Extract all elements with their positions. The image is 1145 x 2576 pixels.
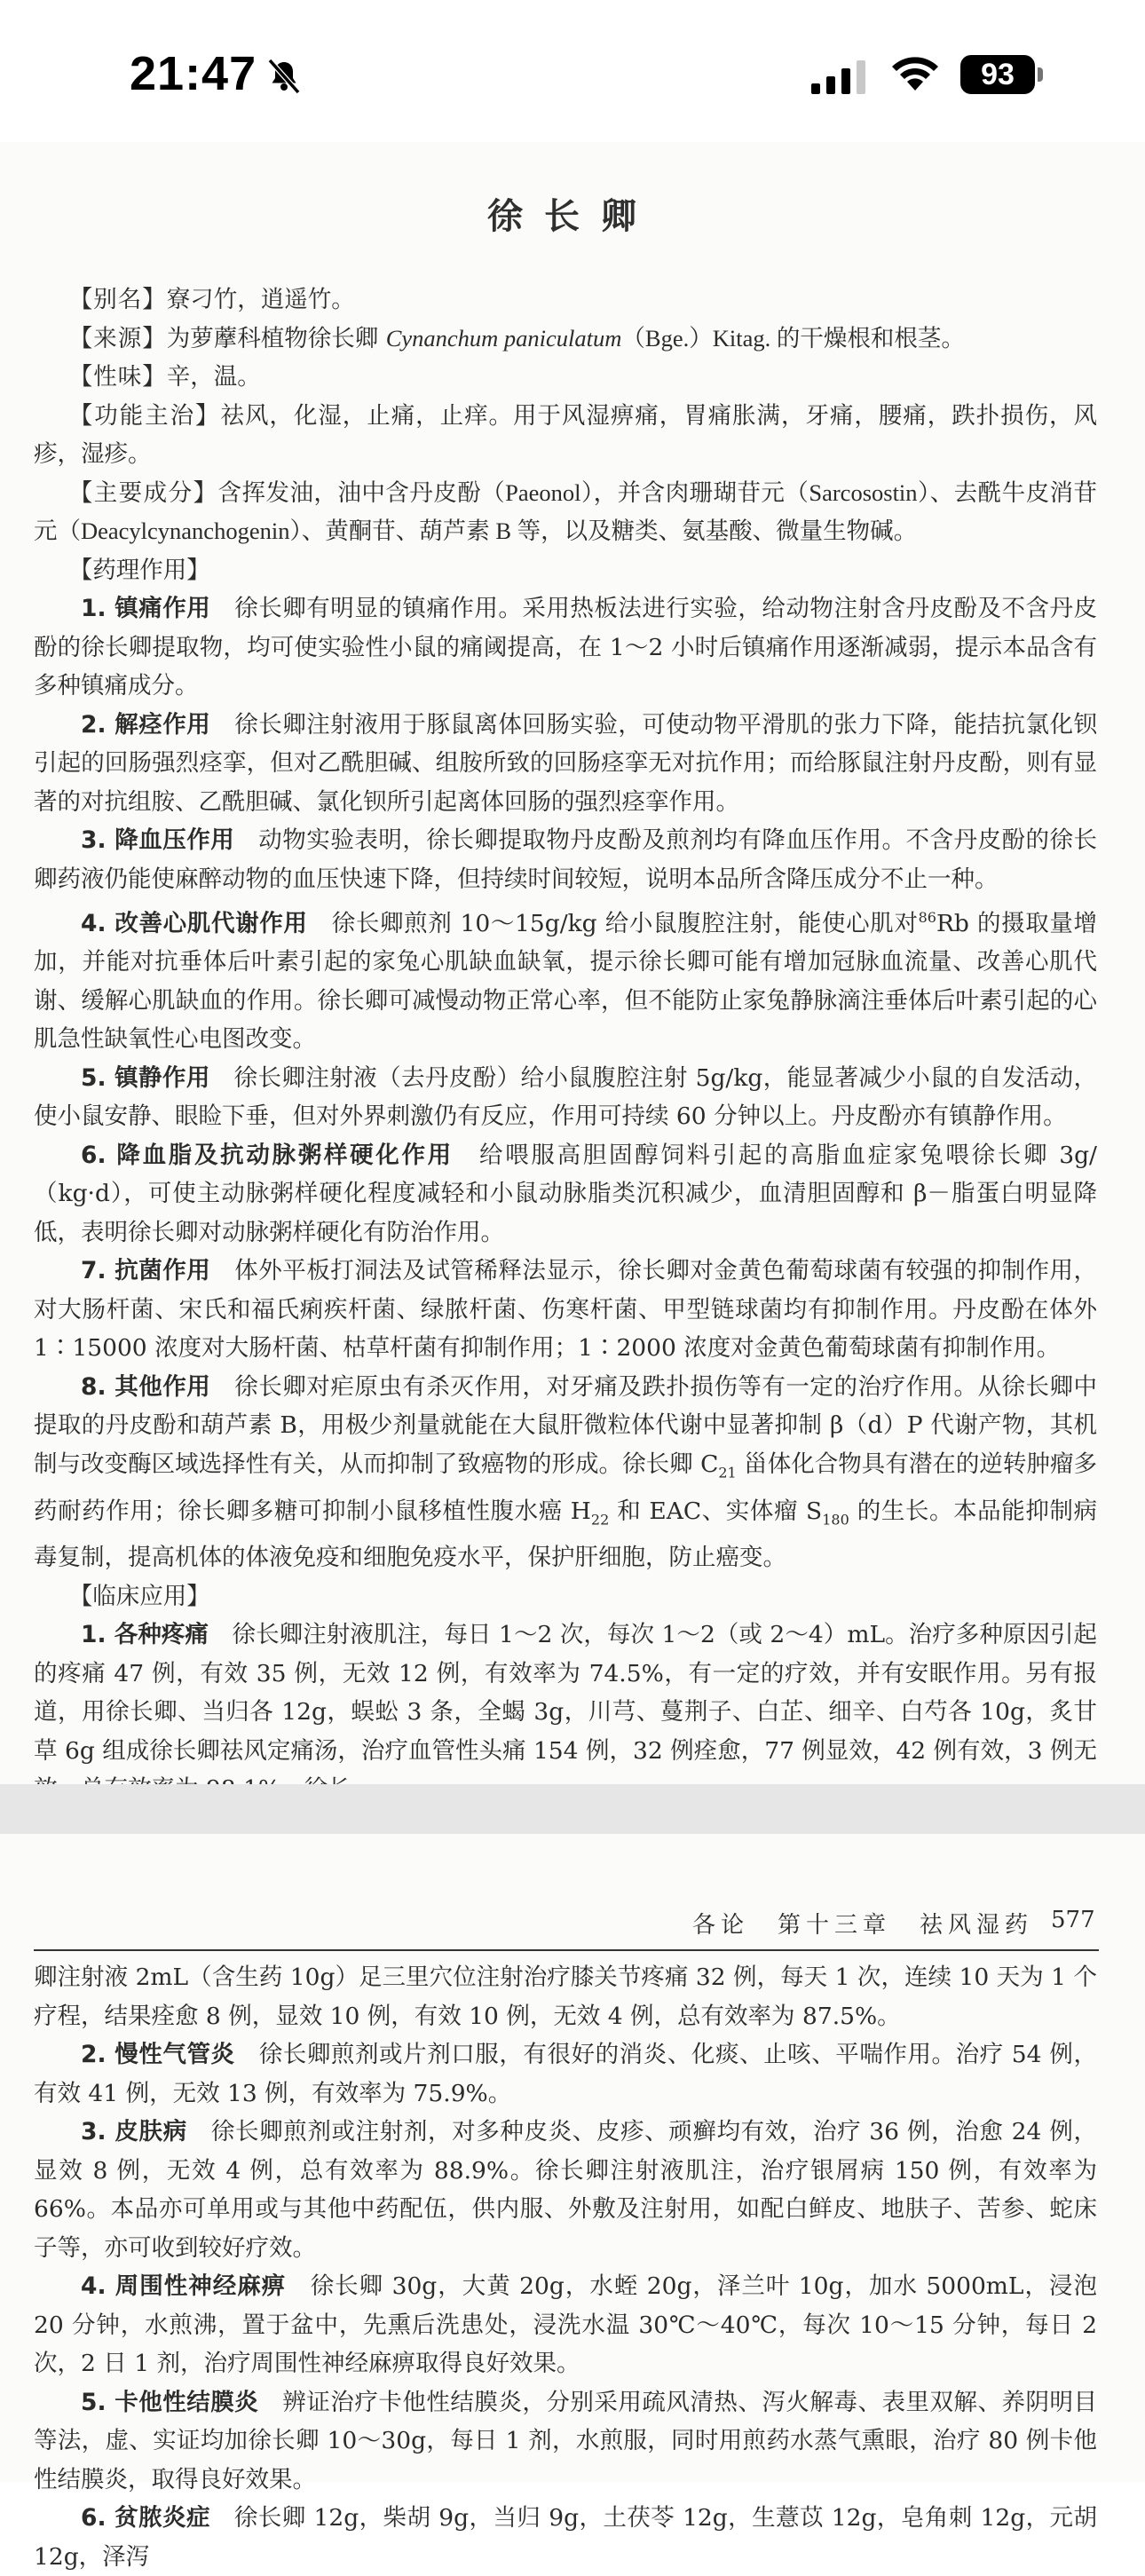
source-post: （Bge.）Kitag. 的干燥根和根茎。 [621, 324, 965, 352]
clinical-item-3-text: 徐长卿煎剂或注射剂，对多种皮炎、皮疹、顽癣均有效，治疗 36 例，治愈 24 例，显效 8 例，无效 4 例，总有效率为 88.9%。徐长卿注射液肌注，治疗银屑病 150 例，有效率为 66%。本品亦可单用或与其他中药配伍，供内服、外敷及注射用，如配白鲜皮、地肤子、苦参、蛇床子等，亦可收到较好疗效。 [34, 2118, 1097, 2262]
nature-label: 【性味】 [68, 363, 167, 391]
pharm-item-8-text-c: 和 EAC、实体瘤 S [609, 1497, 823, 1525]
source-pre: 为萝藦科植物徐长卿 [166, 324, 379, 352]
battery-cap [1038, 67, 1043, 82]
pharm-item-8-sub-3: 180 [822, 1510, 849, 1528]
pharm-item-8-sub-2: 22 [590, 1510, 610, 1528]
clinical-item-4 [34, 2267, 1097, 2383]
clinical-item-5-head: 5. 卡他性结膜炎 [81, 2388, 259, 2416]
page-title: 徐长卿 [487, 195, 658, 237]
pharm-item-3-head: 3. 降血压作用 [81, 826, 235, 854]
clinical-item-2-head: 2. 慢性气管炎 [81, 2041, 235, 2068]
pharm-item-1-head: 1. 镇痛作用 [81, 595, 211, 622]
page-number: 577 [1051, 1907, 1095, 1933]
pharm-item-4-sup: 86 [918, 909, 936, 926]
nature-row [34, 358, 1097, 397]
battery-icon [960, 55, 1044, 94]
signal-icon [811, 59, 866, 94]
pharm-item-8-sub-1: 21 [718, 1464, 737, 1482]
document-page-1 [0, 142, 1145, 1784]
clinical-item-6-text: 徐长卿 12g，柴胡 9g，当归 9g，土茯苓 12g，生薏苡 12g，皂角刺 12g，元胡 12g，泽泻 [34, 2504, 1097, 2571]
status-bar [0, 0, 1145, 142]
battery-level: 93 [960, 55, 1035, 94]
pharm-item-8-text-a: 徐长卿对疟原虫有杀灭作用，对牙痛及跌扑损伤等有一定的治疗作用。从徐长卿中提取的丹皮酚和葫芦素 B，用极少剂量就能在大鼠肝微粒体代谢中显著抑制 β（d）P 代谢产物，其机制与改变酶区域选择性有关，从而抑制了致癌物的形成。徐长卿 C [34, 1372, 1098, 1478]
pharm-item-8 [34, 1368, 1097, 1577]
pharm-item-1-text: 徐长卿有明显的镇痛作用。采用热板法进行实验，给动物注射含丹皮酚及不含丹皮酚的徐长卿提取物，均可使实验性小鼠的痛阈提高，在 1～2 小时后镇痛作用逐渐减弱，提示本品含有多种镇痛成分。 [34, 595, 1098, 699]
pharm-item-4 [34, 898, 1097, 1059]
header-rule [34, 1949, 1099, 1951]
nature-text: 辛，温。 [166, 363, 261, 391]
pharm-item-3 [34, 821, 1097, 898]
pharm-item-8-head: 8. 其他作用 [81, 1372, 211, 1401]
clinical-item-5 [34, 2383, 1097, 2500]
source-row [34, 320, 1097, 359]
pharm-item-8-text-b: 甾体化合物具有潜在的逆转肿瘤多药耐药作用；徐长卿多糖可抑制小鼠移植性腹水癌 H [34, 1450, 1097, 1525]
document-page-2 [0, 1834, 1145, 2571]
clinical-item-4-text: 徐长卿 30g，大黄 20g，水蛭 20g，泽兰叶 10g，加水 5000mL，浸泡 20 分钟，水煎沸，置于盆中，先熏后洗患处，浸洗水温 30℃～40℃，每次 10～15 分钟，每日 2 次，2 日 1 剂，治疗周围性神经麻痹取得良好效果。 [34, 2272, 1098, 2377]
clinical-item-1 [34, 1616, 1097, 1809]
pharm-item-5 [34, 1059, 1097, 1136]
function-label: 【功能主治】 [68, 401, 221, 430]
ingredients-row [34, 474, 1097, 551]
pharm-item-4-post: Rb 的摄取量增加，并能对抗垂体后叶素引起的家兔心肌缺血缺氧，提示徐长卿可能有增加冠脉血流量、改善心肌代谢、缓解心肌缺血的作用。徐长卿可减慢动物正常心率，但不能防止家兔静脉滴注垂体后叶素引起的心肌急性缺氧性心电图改变。 [34, 909, 1098, 1054]
clinical-label: 【临床应用】 [68, 1582, 210, 1610]
page1-body [34, 281, 1097, 1809]
pharm-item-3-text: 动物实验表明，徐长卿提取物丹皮酚及煎剂均有降血压作用。不含丹皮酚的徐长卿药液仍能使麻醉动物的血压快速下降，但持续时间较短，说明本品所含降压成分不止一种。 [34, 826, 1098, 893]
pharm-item-6-head: 6. 降血脂及抗动脉粥样硬化作用 [81, 1141, 454, 1169]
status-time: 21:47 [130, 47, 257, 100]
wifi-icon [889, 55, 941, 94]
function-text: 祛风，化湿，止痛，止痒。用于风湿痹痛，胃痛胀满，牙痛，腰痛，跌扑损伤，风疹，湿疹。 [34, 401, 1098, 468]
pharm-item-5-text: 徐长卿注射液（去丹皮酚）给小鼠腹腔注射 5g/kg，能显著减少小鼠的自发活动，使小鼠安静、眼睑下垂，但对外界刺激仍有反应，作用可持续 60 分钟以上。丹皮酚亦有镇静作用。 [34, 1063, 1098, 1131]
pharm-item-7 [34, 1252, 1097, 1368]
pharm-item-7-text: 体外平板打洞法及试管稀释法显示，徐长卿对金黄色葡萄球菌有较强的抑制作用，对大肠杆菌、宋氏和福氏痢疾杆菌、绿脓杆菌、伤寒杆菌、甲型链球菌均有抑制作用。丹皮酚在体外 1∶15000 浓度对大肠杆菌、枯草杆菌有抑制作用；1∶2000 浓度对金黄色葡萄球菌有抑制作用。 [34, 1257, 1098, 1363]
pharm-item-4-pre: 徐长卿煎剂 10～15g/kg 给小鼠腹腔注射，能使心肌对 [331, 909, 919, 937]
bell-slash-icon [265, 57, 304, 96]
alias-label: 【别名】 [68, 286, 167, 313]
pharm-item-4-head: 4. 改善心肌代谢作用 [81, 909, 308, 937]
page-gap [0, 1784, 1145, 1834]
clinical-item-2 [34, 2035, 1097, 2113]
pharm-item-2 [34, 706, 1097, 822]
pharm-item-5-head: 5. 镇静作用 [81, 1063, 210, 1092]
pharmacology-label: 【药理作用】 [68, 556, 210, 584]
pharm-item-6-text: 给喂服高胆固醇饲料引起的高脂血症家兔喂徐长卿 3g/（kg·d），可使主动脉粥样硬化程度减轻和小鼠动脉脂类沉积减少，血清胆固醇和 β－脂蛋白明显降低，表明徐长卿对动脉粥样硬化有防治作用。 [34, 1141, 1097, 1246]
pharm-item-1 [34, 589, 1097, 706]
source-latin: Cynanchum paniculatum [385, 324, 622, 352]
alias-row [34, 281, 1097, 320]
source-label: 【来源】 [68, 324, 167, 352]
alias-text: 寮刁竹，逍遥竹。 [166, 286, 355, 313]
page2-body [34, 1958, 1097, 2576]
pharm-item-2-text: 徐长卿注射液用于豚鼠离体回肠实验，可使动物平滑肌的张力下降，能拮抗氯化钡引起的回肠强烈痉挛，但对乙酰胆碱、组胺所致的回肠痉挛无对抗作用；而给豚鼠注射丹皮酚，则有显著的对抗组胺、乙酰胆碱、氯化钡所引起离体回肠的强烈痉挛作用。 [34, 710, 1098, 816]
continuation-text: 卿注射液 2mL（含生药 10g）足三里穴位注射治疗膝关节疼痛 32 例，每天 1 次，连续 10 天为 1 个疗程，结果痊愈 8 例，显效 10 例，有效 10 例，无效 4 例，总有效率为 87.5%。 [34, 1964, 1097, 2030]
pharm-item-2-head: 2. 解痉作用 [81, 710, 211, 739]
ingredients-label: 【主要成分】 [68, 478, 218, 507]
clinical-item-6 [34, 2499, 1097, 2576]
clinical-item-2-text: 徐长卿煎剂或片剂口服，有很好的消炎、化痰、止咳、平喘作用。治疗 54 例，有效 41 例，无效 13 例，有效率为 75.9%。 [34, 2041, 1097, 2107]
pharm-item-8-text-d: 的生长。本品能抑制病毒复制，提高机体的体液免疫和细胞免疫水平，保护肝细胞，防止癌变。 [34, 1497, 1097, 1572]
pharm-item-6 [34, 1136, 1097, 1252]
clinical-item-5-text: 辨证治疗卡他性结膜炎，分别采用疏风清热、泻火解毒、表里双解、养阴明目等法，虚、实证均加徐长卿 10～30g，每日 1 剂，水煎服，同时用煎药水蒸气熏眼，治疗 80 例卡他性结膜炎，取得良好效果。 [34, 2388, 1098, 2493]
clinical-item-1-head: 1. 各种疼痛 [81, 1621, 209, 1649]
pharm-item-7-head: 7. 抗菌作用 [81, 1257, 211, 1285]
clinical-item-1-text: 徐长卿注射液肌注，每日 1～2 次，每次 1～2（或 2～4）mL。治疗多种原因引起的疼痛 47 例，有效 35 例，无效 12 例，有效率为 74.5%，有一定的疗效，并有安眠作用。另有报道，用徐长卿、当归各 12g，蜈蚣 3 条，全蝎 3g，川芎、蔓荆子、白芷、细辛、白芍各 10g，炙甘草 6g 组成徐长卿祛风定痛汤，治疗血管性头痛 154 例，32 例痊愈，77 例显效，42 例有效，3 例无 [34, 1621, 1098, 1765]
clinical-item-3 [34, 2113, 1097, 2267]
running-head: 各论 第十三章 祛风湿药 [692, 1912, 1034, 1939]
clinical-item-4-head: 4. 周围性神经麻痹 [81, 2272, 287, 2300]
function-row [34, 397, 1097, 474]
clinical-item-3-head: 3. 皮肤病 [81, 2118, 187, 2145]
ingredients-text: 含挥发油，油中含丹皮酚（Paeonol），并含肉珊瑚苷元（Sarcosostin）、去酰牛皮消苷元（Deacylcynanchogenin）、黄酮苷、葫芦素 B 等，以及糖类、氨基酸、微量生物碱。 [34, 478, 1098, 544]
clinical-item-6-head: 6. 贫脓炎症 [81, 2504, 210, 2532]
